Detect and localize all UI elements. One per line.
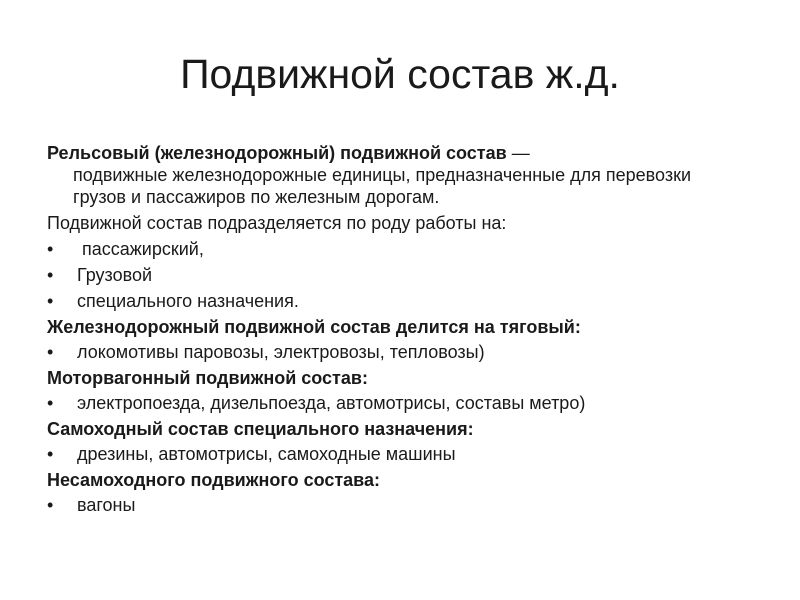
section-heading-multiple-unit: Моторвагонный подвижной состав: xyxy=(47,368,368,388)
section-item-traction: локомотивы паровозы, электровозы, тепловозы) xyxy=(77,342,485,362)
bullet-icon: • xyxy=(47,239,54,259)
slide-content xyxy=(47,142,747,520)
bullet-icon: • xyxy=(47,342,54,362)
section-item-self-propelled: дрезины, автомотрисы, самоходные машины xyxy=(77,444,456,464)
bullet-icon: • xyxy=(47,495,54,515)
section-heading-non-self-propelled: Несамоходного подвижного состава: xyxy=(47,470,381,490)
list-item xyxy=(47,392,747,414)
work-type-freight: Грузовой xyxy=(77,265,153,285)
definition-dash: — xyxy=(506,143,530,163)
bullet-icon: • xyxy=(47,444,54,464)
list-item xyxy=(47,341,747,363)
intro-text: Подвижной состав подразделяется по роду работы на: xyxy=(47,213,507,233)
list-item xyxy=(47,494,747,516)
section-item-non-self-propelled: вагоны xyxy=(77,495,136,515)
definition-paragraph xyxy=(47,142,747,208)
section-heading-traction: Железнодорожный подвижной состав делится на тяговый: xyxy=(47,317,581,337)
bullet-icon: • xyxy=(47,265,54,285)
bullet-icon: • xyxy=(47,393,54,413)
slide-title: Подвижной состав ж.д. xyxy=(180,51,620,97)
list-item xyxy=(47,290,747,312)
list-item xyxy=(47,443,747,465)
bullet-icon: • xyxy=(47,291,54,311)
definition-body: подвижные железнодорожные единицы, предназначенные для перевозки грузов и пассажиров по железным дорогам. xyxy=(73,165,692,207)
list-item xyxy=(47,264,747,286)
section-item-multiple-unit: электропоезда, дизельпоезда, автомотрисы, составы метро) xyxy=(77,393,586,413)
definition-term: Рельсовый (железнодорожный) подвижной состав xyxy=(47,143,507,163)
work-type-special: специального назначения. xyxy=(77,291,299,311)
section-heading-self-propelled: Самоходный состав специального назначения: xyxy=(47,419,474,439)
work-type-passenger: пассажирский, xyxy=(77,239,204,259)
list-item xyxy=(47,238,747,260)
